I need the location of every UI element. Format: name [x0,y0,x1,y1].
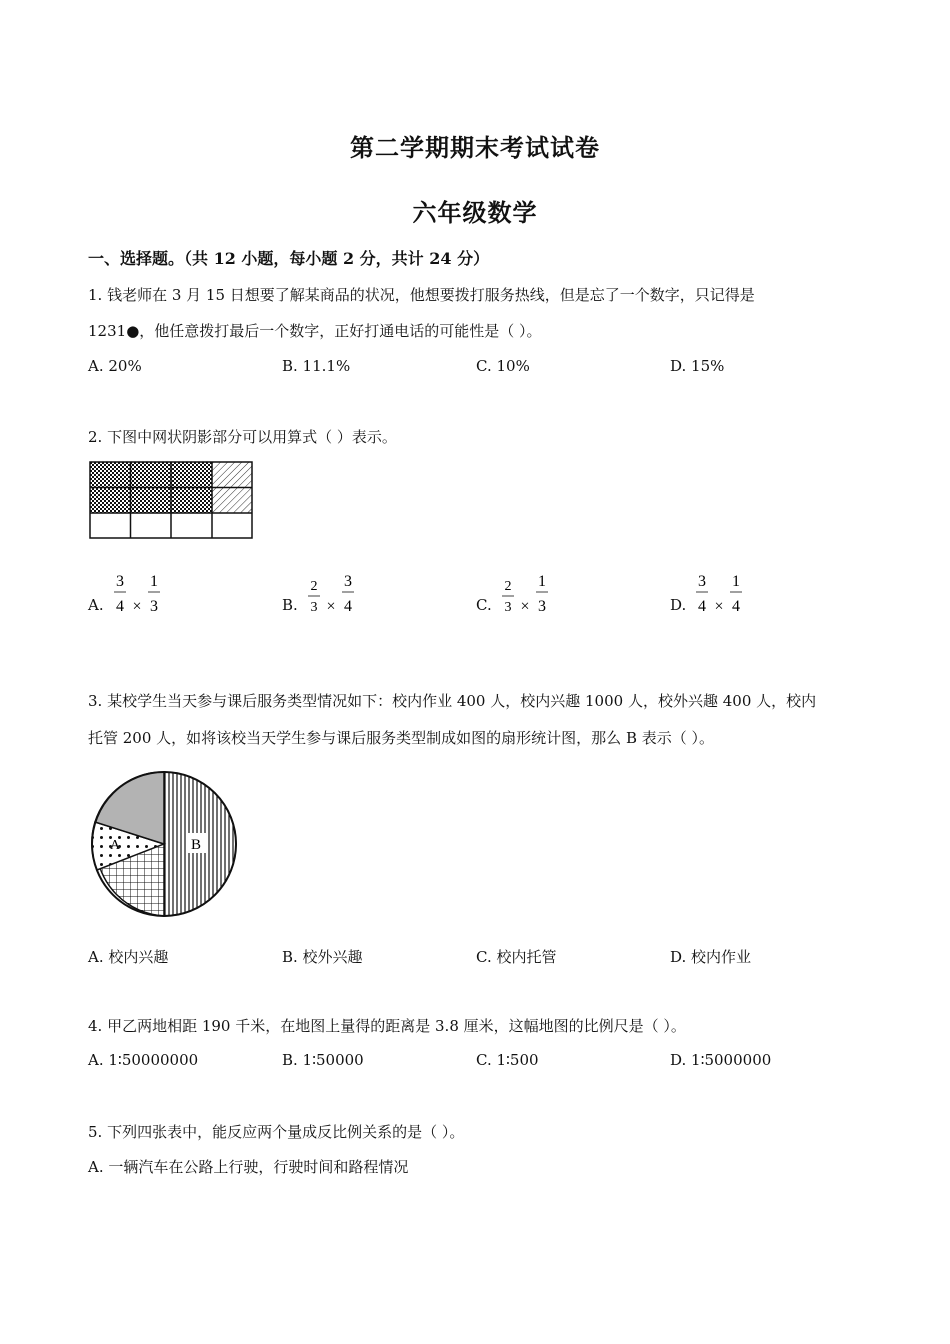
frac-a-denominator: 3 [310,600,318,615]
frac-a-numerator: 2 [310,579,318,594]
frac-a-denominator: 4 [116,598,124,615]
q1-option-c[interactable]: C. 10% [476,357,530,375]
q2-option-d-label: D. [670,596,687,614]
q2-text: 2. 下图中网状阴影部分可以用算式（ ）表示。 [88,428,397,446]
q4-text: 4. 甲乙两地相距 190 千米，在地图上量得的距离是 3.8 厘米，这幅地图的比例尺是（ ）。 [88,1017,686,1035]
q1-number-prefix: 1231 [88,322,127,340]
times-sign: × [714,598,724,615]
frac-b-numerator: 1 [732,573,740,590]
frac-b-denominator: 3 [150,598,158,615]
q4-option-a[interactable]: A. 1∶50000000 [88,1051,199,1069]
q1-option-d[interactable]: D. 15% [670,357,725,375]
q1-option-b[interactable]: B. 11.1% [282,357,351,375]
q1-text-line2 [88,320,542,341]
frac-b-numerator: 3 [344,573,352,590]
pie-chart-figure [88,770,240,918]
section-heading: 一、选择题。（共 12 小题，每小题 2 分，共计 24 分） [88,249,490,268]
q1-text-rest: ，他任意拨打最后一个数字，正好打通电话的可能性是（ ）。 [139,322,542,340]
times-sign: × [520,598,530,615]
q1-option-a[interactable]: A. 20% [88,357,142,375]
q2-option-c-label: C. [476,596,492,614]
frac-b-numerator: 1 [150,573,158,590]
frac-b-numerator: 1 [538,573,546,590]
q4-option-d[interactable]: D. 1∶5000000 [670,1051,772,1069]
exam-subtitle: 六年级数学 [412,198,538,227]
q3-option-b[interactable]: B. 校外兴趣 [282,948,363,966]
q2-option-b-label: B. [282,596,298,614]
frac-a-numerator: 2 [504,579,512,594]
shaded-grid-figure [88,460,254,540]
fraction-expression-a [110,568,170,620]
q3-text-line2: 托管 200 人，如将该校当天学生参与课后服务类型制成如图的扇形统计图，那么 B 表示（ ）。 [88,729,714,747]
frac-a-denominator: 4 [698,598,706,615]
frac-a-denominator: 3 [504,600,512,615]
q3-option-c[interactable]: C. 校内托管 [476,948,557,966]
pie-label-a: A [109,838,121,853]
unknown-digit-dot: ● [126,322,140,340]
frac-b-denominator: 4 [344,598,352,615]
frac-b-denominator: 4 [732,598,740,615]
q3-option-d[interactable]: D. 校内作业 [670,948,752,966]
frac-b-denominator: 3 [538,598,546,615]
q1-text-line1: 1. 钱老师在 3 月 15 日想要了解某商品的状况，他想要拨打服务热线，但是忘了一个数字，只记得是 [88,286,755,304]
fraction-expression-d [692,568,752,620]
q2-option-a-label: A. [88,596,104,614]
q4-option-b[interactable]: B. 1∶50000 [282,1051,364,1069]
q5-option-a[interactable]: A. 一辆汽车在公路上行驶，行驶时间和路程情况 [88,1158,409,1176]
q3-text-line1: 3. 某校学生当天参与课后服务类型情况如下：校内作业 400 人，校内兴趣 1000 人，校外兴趣 400 人，校内 [88,692,817,710]
pie-label-b: B [190,837,202,853]
times-sign: × [326,598,336,615]
frac-a-numerator: 3 [698,573,706,590]
times-sign: × [132,598,142,615]
q3-option-a[interactable]: A. 校内兴趣 [88,948,169,966]
fraction-expression-b [304,568,364,620]
fraction-expression-c [498,568,558,620]
frac-a-numerator: 3 [116,573,124,590]
q5-text: 5. 下列四张表中，能反应两个量成反比例关系的是（ ）。 [88,1123,465,1141]
q4-option-c[interactable]: C. 1∶500 [476,1051,539,1069]
exam-title: 第二学期期末考试试卷 [350,133,600,162]
